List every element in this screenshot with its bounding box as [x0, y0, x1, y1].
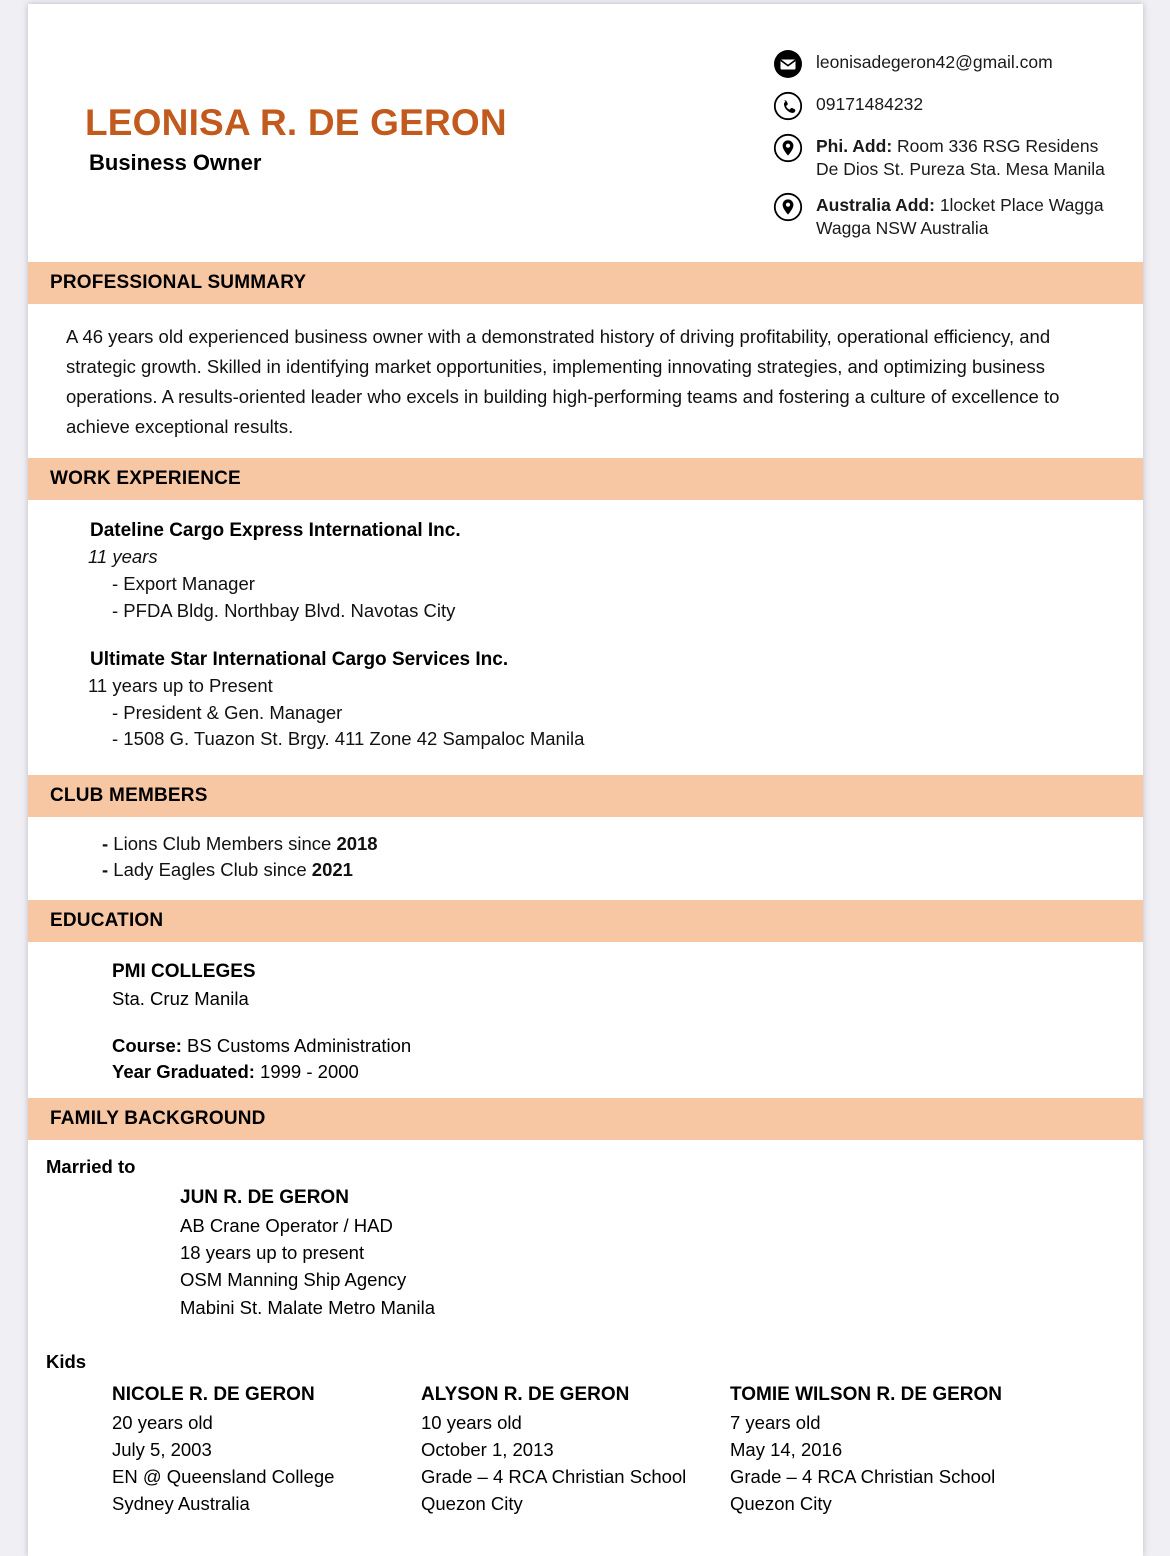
- education-year-label: Year Graduated:: [112, 1061, 255, 1083]
- section-title-summary: PROFESSIONAL SUMMARY: [50, 272, 307, 293]
- work-duration: 11 years: [88, 546, 158, 568]
- work-company: Dateline Cargo Express International Inc.: [90, 519, 461, 541]
- work-company: Ultimate Star International Cargo Services Inc.: [90, 648, 509, 670]
- resume-header: [28, 4, 1143, 262]
- ph-address-text: [816, 132, 1105, 181]
- education-year-value: 1999 - 2000: [254, 1061, 359, 1083]
- spouse-detail: OSM Manning Ship Agency: [180, 1269, 407, 1291]
- club-list: [52, 817, 1119, 901]
- spouse-detail: AB Crane Operator / HAD: [180, 1215, 393, 1237]
- section-body-family: [28, 1140, 1143, 1517]
- kid-detail: Quezon City: [421, 1493, 523, 1515]
- spouse-name: JUN R. DE GERON: [180, 1187, 349, 1209]
- au-address-line2: Wagga NSW Australia: [816, 218, 989, 239]
- kid-detail: 7 years old: [730, 1411, 821, 1433]
- kid-name: TOMIE WILSON R. DE GERON: [730, 1383, 1002, 1405]
- section-body-work: [28, 500, 1143, 775]
- kid-detail: EN @ Queensland College: [112, 1466, 335, 1488]
- phone-text: 09171484232: [816, 94, 924, 114]
- education-location: Sta. Cruz Manila: [112, 987, 249, 1009]
- section-body-summary: [28, 304, 1143, 458]
- kid-detail: Sydney Australia: [112, 1493, 250, 1515]
- kid-detail: 20 years old: [112, 1411, 213, 1433]
- kid-detail: October 1, 2013: [421, 1438, 554, 1460]
- club-text: Lions Club Members since: [108, 832, 337, 854]
- kid-column: [730, 1381, 1002, 1518]
- education-year: [112, 1059, 1119, 1086]
- kid-detail: Grade – 4 RCA Christian School: [730, 1466, 996, 1488]
- club-year: 2021: [311, 859, 353, 881]
- kids-grid: [28, 1375, 1143, 1518]
- spouse-detail: 18 years up to present: [180, 1242, 365, 1264]
- kid-detail: Quezon City: [730, 1493, 832, 1515]
- ph-address-line2: De Dios St. Pureza Sta. Mesa Manila: [816, 159, 1105, 180]
- work-bullet: - Export Manager: [112, 573, 255, 595]
- section-header-education: [28, 900, 1143, 942]
- spouse-detail: Mabini St. Malate Metro Manila: [180, 1296, 435, 1318]
- section-title-family: FAMILY BACKGROUND: [50, 1108, 266, 1130]
- list-item: [102, 857, 1119, 884]
- education-course-value: BS Customs Administration: [181, 1034, 412, 1056]
- phone-icon: [773, 91, 803, 121]
- location-pin-icon: [773, 192, 803, 222]
- contact-row-email: [773, 48, 1143, 79]
- au-address-line1: 1locket Place Wagga: [934, 195, 1104, 216]
- kid-detail: 10 years old: [421, 1411, 522, 1433]
- identity-block: [85, 104, 507, 176]
- club-year: 2018: [336, 832, 378, 854]
- work-bottom-pad: [52, 753, 1119, 775]
- au-address-label: Australia Add:: [816, 195, 935, 216]
- married-to-label: Married to: [46, 1156, 136, 1178]
- contact-row-au-address: [773, 191, 1143, 240]
- kid-column: [112, 1381, 421, 1518]
- section-header-work: [28, 458, 1143, 500]
- work-bullet: - 1508 G. Tuazon St. Brgy. 411 Zone 42 Sampaloc Manila: [112, 728, 585, 750]
- work-bullet: - PFDA Bldg. Northbay Blvd. Navotas City: [112, 599, 456, 621]
- kid-name: ALYSON R. DE GERON: [421, 1383, 630, 1405]
- section-header-clubs: [28, 775, 1143, 817]
- section-body-clubs: [28, 817, 1143, 901]
- work-entry-gap: [52, 624, 1119, 646]
- kid-column: [421, 1381, 730, 1518]
- work-bullet: - President & Gen. Manager: [112, 702, 343, 724]
- ph-address-line1: Room 336 RSG Residens: [892, 136, 1099, 156]
- kid-detail: July 5, 2003: [112, 1438, 212, 1460]
- kid-detail: May 14, 2016: [730, 1438, 843, 1460]
- section-body-education: [28, 942, 1143, 1098]
- envelope-icon: [773, 49, 803, 79]
- education-course: [112, 1033, 1119, 1060]
- summary-text: A 46 years old experienced business owner with a demonstrated history of driving profitability, operational efficiency, and strategic growth. Skilled in identifying market opportunities, implementing innovating strategies, and optimizing business operations. A results-oriented leader who excels in building high-performing teams and fostering a culture of excellence to achieve exceptional results.: [66, 326, 1060, 437]
- kid-name: NICOLE R. DE GERON: [112, 1383, 315, 1405]
- club-dash: -: [102, 859, 109, 881]
- section-title-clubs: CLUB MEMBERS: [50, 784, 208, 806]
- education-course-label: Course:: [112, 1034, 182, 1056]
- work-duration: 11 years up to Present: [88, 675, 273, 697]
- ph-address-label: Phi. Add:: [816, 136, 893, 156]
- location-pin-icon: [773, 133, 803, 163]
- work-entry: [52, 646, 1119, 753]
- contact-row-phone: [773, 90, 1143, 121]
- contact-block: [773, 48, 1143, 250]
- section-title-work: WORK EXPERIENCE: [50, 467, 241, 489]
- section-title-education: EDUCATION: [50, 910, 164, 932]
- education-entry: [52, 942, 1119, 1098]
- spouse-block: [28, 1180, 1143, 1321]
- list-item: [102, 831, 1119, 858]
- club-dash: -: [102, 832, 109, 854]
- contact-row-ph-address: [773, 132, 1143, 181]
- kids-label: Kids: [46, 1350, 87, 1372]
- section-header-family: [28, 1098, 1143, 1140]
- education-school: PMI COLLEGES: [112, 961, 256, 983]
- work-entry: [52, 500, 1119, 624]
- section-header-summary: [28, 262, 1143, 304]
- au-address-text: [816, 191, 1104, 240]
- kid-detail: Grade – 4 RCA Christian School: [421, 1466, 687, 1488]
- job-title: Business Owner: [89, 149, 262, 175]
- resume-page: [28, 4, 1143, 1556]
- page-title: LEONISA R. DE GERON: [85, 102, 507, 143]
- club-text: Lady Eagles Club since: [108, 859, 312, 881]
- email-text: leonisadegeron42@gmail.com: [816, 52, 1053, 72]
- education-spacer: [112, 1013, 1119, 1033]
